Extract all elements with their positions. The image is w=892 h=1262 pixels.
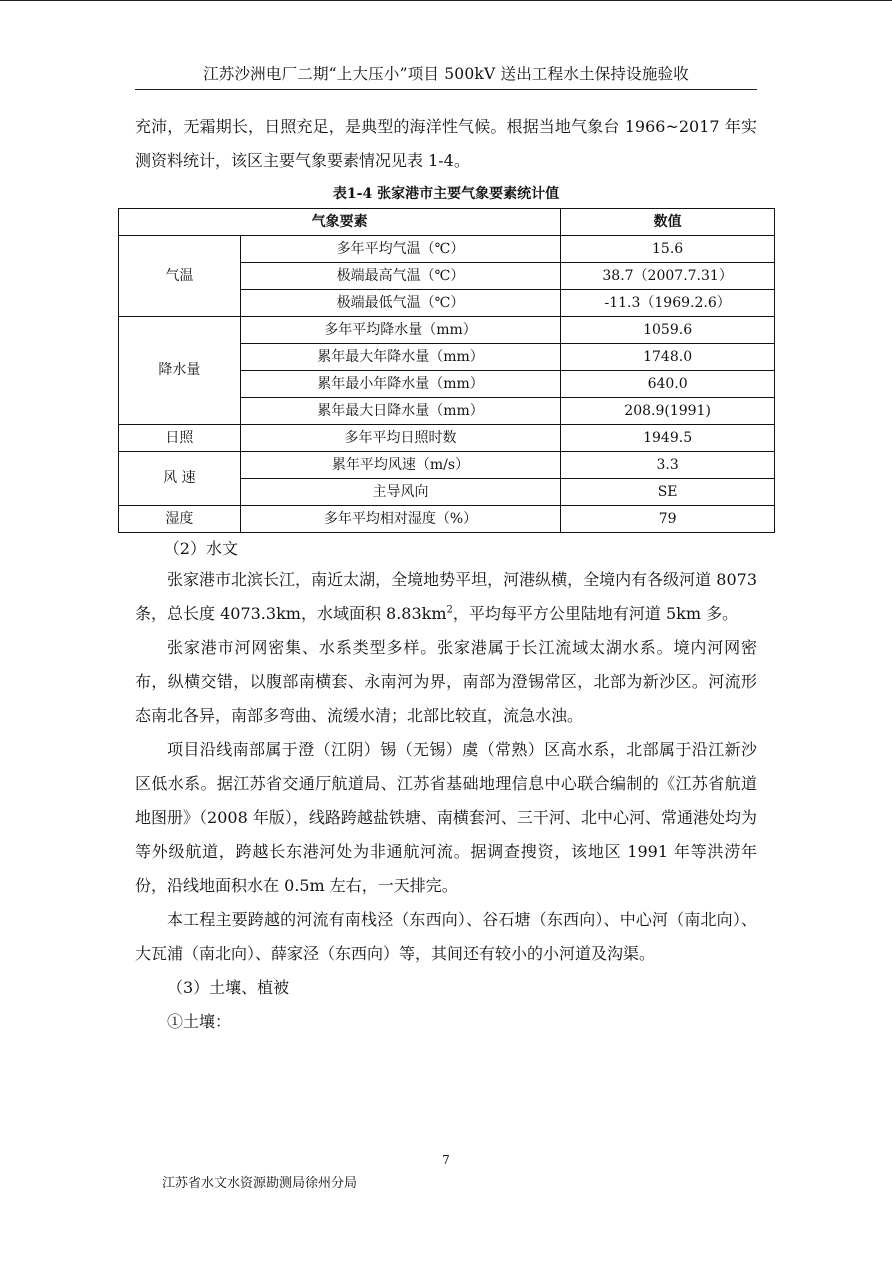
group-sunshine: 日照: [119, 425, 241, 452]
row-value: 208.9(1991): [561, 398, 775, 425]
row-value: SE: [561, 479, 775, 506]
table-caption: 表1-4 张家港市主要气象要素统计值: [332, 186, 560, 202]
table-row: [119, 317, 775, 344]
row-value: 1748.0: [561, 344, 775, 371]
row-value: 79: [561, 506, 775, 533]
hydrology-paragraph-1: [135, 563, 757, 631]
weather-table: [118, 208, 775, 533]
group-temperature: 气温: [119, 236, 241, 317]
row-value: 3.3: [561, 452, 775, 479]
row-item: 极端最高气温（℃）: [240, 263, 560, 290]
hydrology-p1-tail: ，平均每平方公里陆地有河道 5km 多。: [452, 604, 739, 623]
group-humidity: 湿度: [119, 506, 241, 533]
row-value: 640.0: [561, 371, 775, 398]
page-content: [135, 110, 757, 1039]
footer-organization: 江苏省水文水资源勘测局徐州分局: [162, 1176, 358, 1191]
superscript-2: 2: [446, 604, 453, 616]
row-item: 主导风向: [240, 479, 560, 506]
table-header-row: [119, 209, 775, 236]
table-row: [119, 236, 775, 263]
hydrology-paragraph-3: 项目沿线南部属于澄（江阴）锡（无锡）虞（常熟）区高水系，北部属于沿江新沙区低水系。据江苏省交通厅航道局、江苏省基础地理信息中心联合编制的《江苏省航道地图册》（2008 年版），线路跨越盐铁塘、南横套河、三干河、北中心河、常通港处均为等外级航道，跨越长东港河处为非通航河流。据调查搜资，该地区 1991 年等洪涝年份，沿线地面积水在 0.5m 左右，一天排完。: [135, 740, 757, 895]
row-item: 累年最小年降水量（mm）: [240, 371, 560, 398]
row-item: 多年平均日照时数: [240, 425, 560, 452]
hydrology-p1-text: 张家港市北滨长江，南近太湖，全境地势平坦，河港纵横，全境内有各级河道 8073 条，总长度 4073.3km，水域面积 8.83km: [135, 570, 757, 623]
row-value: 15.6: [561, 236, 775, 263]
row-item: 累年最大日降水量（mm）: [240, 398, 560, 425]
hydrology-paragraph-4: 本工程主要跨越的河流有南栈泾（东西向）、谷石塘（东西向）、中心河（南北向）、大瓦浦（南北向）、薛家泾（东西向）等，其间还有较小的小河道及沟渠。: [135, 910, 757, 963]
page-header: 江苏沙洲电厂二期“上大压小”项目 500kV 送出工程水土保持设施验收: [135, 62, 757, 90]
hydrology-heading: （2）水文: [163, 539, 238, 558]
row-item: 极端最低气温（℃）: [240, 290, 560, 317]
group-wind: 风 速: [119, 452, 241, 506]
table-row: [119, 425, 775, 452]
header-element: 气象要素: [119, 209, 561, 236]
header-value: 数值: [561, 209, 775, 236]
row-value: 1059.6: [561, 317, 775, 344]
row-item: 多年平均降水量（mm）: [240, 317, 560, 344]
page-number: 7: [442, 1153, 450, 1167]
row-item: 累年平均风速（m/s）: [240, 452, 560, 479]
soil-subheading: ①土壤：: [167, 1012, 232, 1031]
hydrology-paragraph-2: 张家港市河网密集、水系类型多样。张家港属于长江流域太湖水系。境内河网密布，纵横交错，以腹部南横套、永南河为界，南部为澄锡常区，北部为新沙区。河流形态南北各异，南部多弯曲、流缓水清；北部比较直，流急水浊。: [135, 638, 757, 725]
row-value: 1949.5: [561, 425, 775, 452]
row-item: 累年最大年降水量（mm）: [240, 344, 560, 371]
row-value: -11.3（1969.2.6）: [561, 290, 775, 317]
group-precipitation: 降水量: [119, 317, 241, 425]
row-item: 多年平均相对湿度（%）: [240, 506, 560, 533]
table-row: [119, 452, 775, 479]
table-row: [119, 506, 775, 533]
soil-heading: （3）土壤、植被: [167, 978, 290, 997]
row-item: 多年平均气温（℃）: [240, 236, 560, 263]
row-value: 38.7（2007.7.31）: [561, 263, 775, 290]
intro-paragraph: 充沛，无霜期长，日照充足，是典型的海洋性气候。根据当地气象台 1966~2017 年实测资料统计，该区主要气象要素情况见表 1-4。: [135, 117, 757, 170]
top-border-line: [0, 0, 892, 1]
